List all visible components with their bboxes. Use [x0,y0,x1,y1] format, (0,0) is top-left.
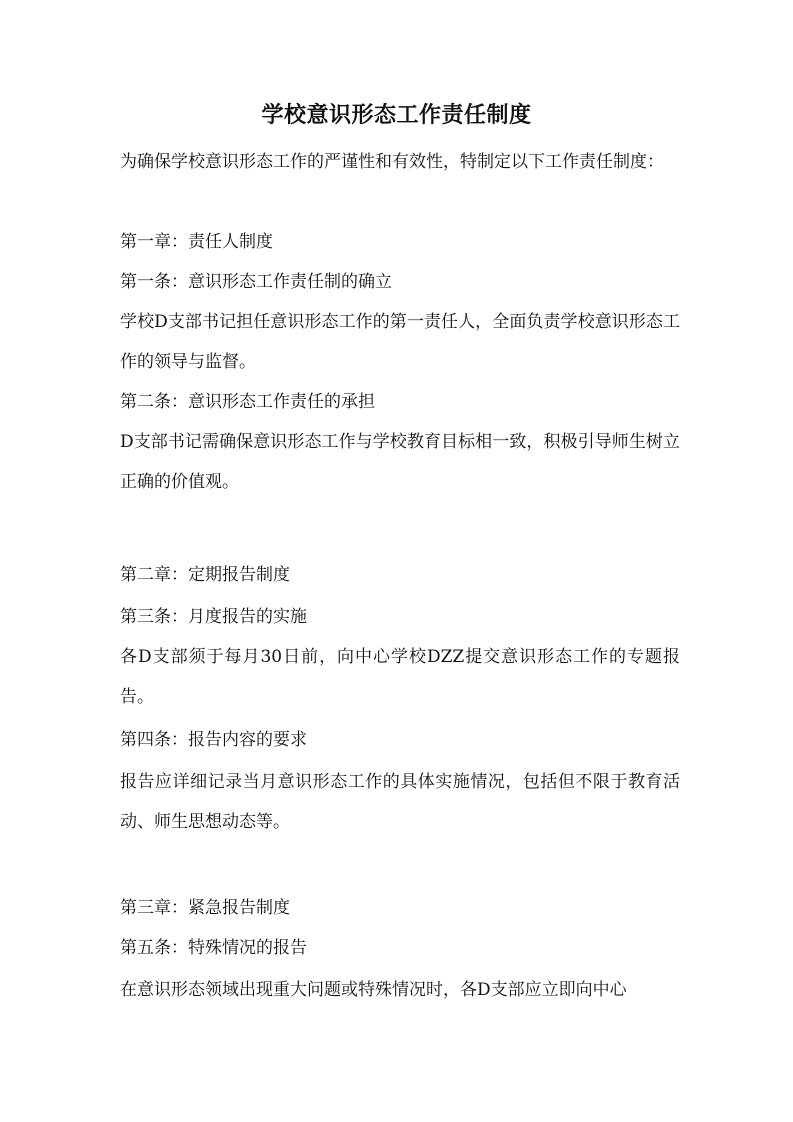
intro-paragraph: 为确保学校意识形态工作的严谨性和有效性，特制定以下工作责任制度： [120,152,664,172]
document-title: 学校意识形态工作责任制度 [261,103,532,128]
chapter-1-heading: 第一章：责任人制度 [120,232,273,252]
article-2-text: D支部书记需确保意识形态工作与学校教育目标相一致，积极引导师生树立正确的价值观。 [120,432,680,492]
article-4-text: 报告应详细记录当月意识形态工作的具体实施情况，包括但不限于教育活动、师生思想动态等。 [120,772,680,832]
article-5-heading: 第五条：特殊情况的报告 [120,938,307,958]
article-3-text: 各D支部须于每月30日前，向中心学校DZZ提交意识形态工作的专题报告。 [120,647,680,707]
chapter-3-heading: 第三章：紧急报告制度 [120,898,290,918]
article-1-heading: 第一条：意识形态工作责任制的确立 [120,272,392,292]
article-2-heading: 第二条：意识形态工作责任的承担 [120,392,375,412]
article-3-heading: 第三条：月度报告的实施 [120,607,307,627]
article-1-text: 学校D支部书记担任意识形态工作的第一责任人，全面负责学校意识形态工作的领导与监督。 [120,312,680,372]
article-5-text: 在意识形态领域出现重大问题或特殊情况时，各D支部应立即向中心 [120,980,627,1000]
article-4-heading: 第四条：报告内容的要求 [120,730,307,750]
chapter-2-heading: 第二章：定期报告制度 [120,565,290,585]
